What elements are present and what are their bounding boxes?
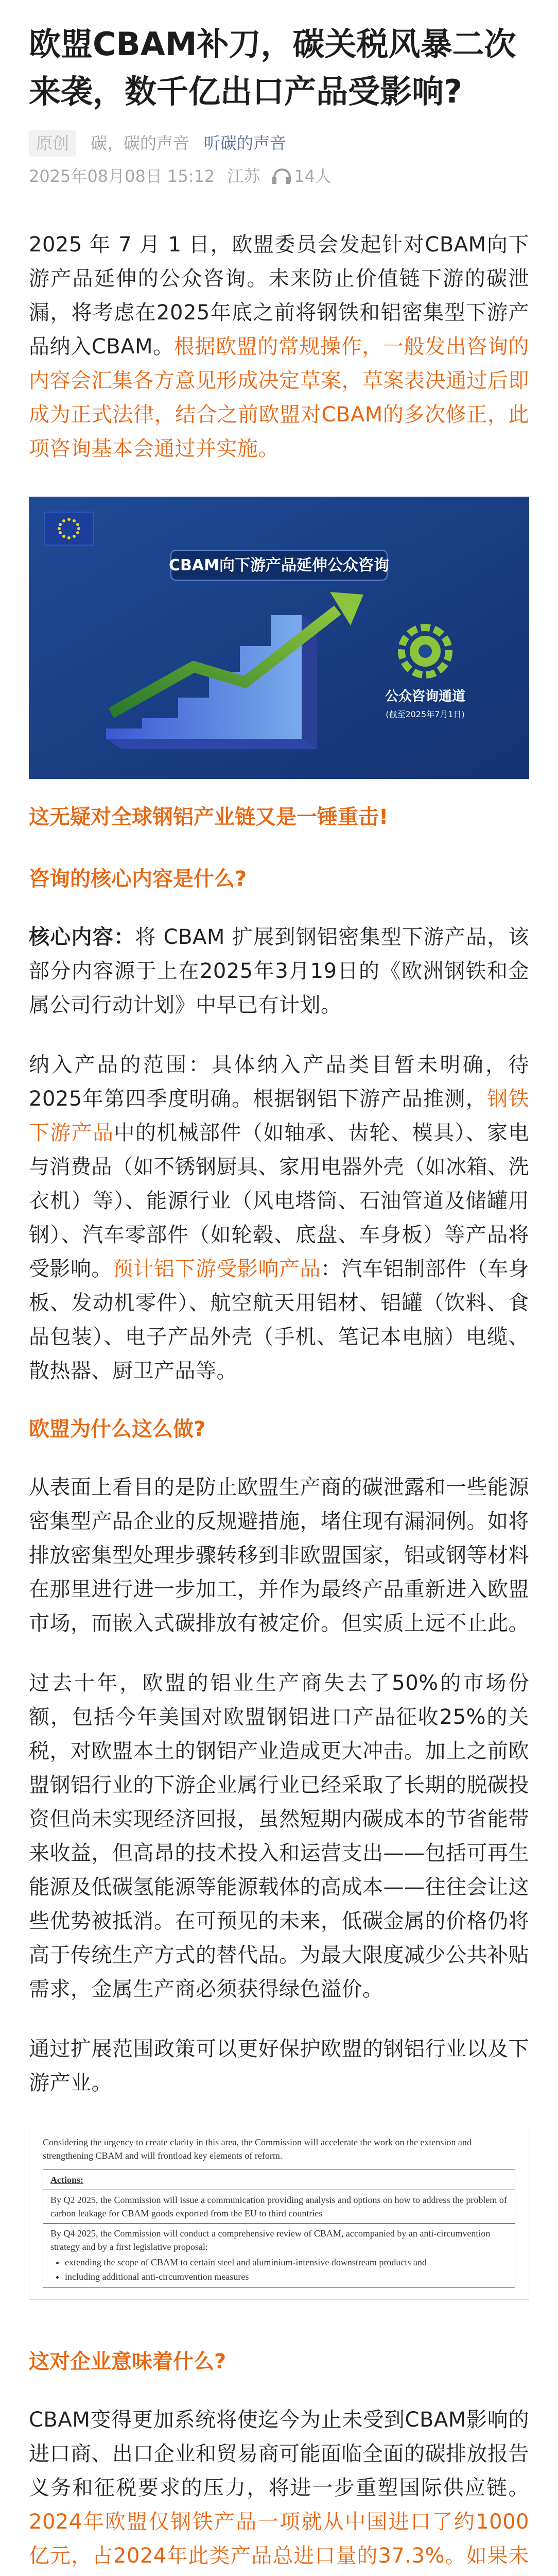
section-heading-core: 咨询的核心内容是什么?	[29, 867, 247, 891]
original-badge: 原创	[29, 130, 76, 157]
article-title: 欧盟CBAM补刀，碳关税风暴二次来袭，数千亿出口产品受影响?	[29, 25, 516, 110]
image-caption: 这无疑对全球钢铝产业链又是一锤重击!	[29, 805, 389, 829]
document-excerpt-image	[29, 2126, 529, 2300]
article-meta-secondary	[29, 164, 529, 189]
action-item-2: By Q4 2025, the Commission will conduct a comprehensive review of CBAM, accompanied by an anti-circumvention strategy and by a first legislative proposal:	[50, 2228, 491, 2252]
banner-sublabel: (截至2025年7月1日)	[386, 709, 465, 719]
paragraph-intro: 2025 年 7 月 1 日，欧盟委员会发起针对CBAM向下游产品延伸的公众咨询。未来防止价值链下游的碳泄漏，将考虑在2025年底之前将钢铁和铝密集型下游产品纳入CBAM。根据欧盟的常规操作，一般发出咨询的内容会汇集各方意见形成决定草案，草案表决通过后即成为正式法律，结合之前欧盟对CBAM的多次修正，此项咨询基本会通过并实施。	[29, 233, 530, 461]
headphone-icon	[272, 168, 290, 184]
section-heading-impact: 这对企业意味着什么?	[29, 2350, 226, 2374]
account-link[interactable]: 听碳的声音	[204, 133, 287, 153]
article-meta	[29, 130, 529, 157]
publish-location: 江苏	[227, 166, 260, 186]
document-intro: Considering the urgency to create clarity in this area, the Commission will accelerate the work on the extension and strengthening CBAM and will frontload key elements of reform.	[43, 2137, 472, 2161]
action-bullet-1: • extending the scope of CBAM to certain steel and aluminium-intensive downstream products and	[65, 2256, 508, 2269]
paragraph-why-1: 从表面上看目的是防止欧盟生产商的碳泄露和一些能源密集型产品企业的反规避措施，堵住现有漏洞例。如将排放密集型处理步骤转移到非欧盟国家，铝或钢等材料在那里进行进一步加工，并作为最终产品重新进入欧盟市场，而嵌入式碳排放有被定价。但实质上远不止此。	[29, 1476, 529, 1635]
banner-image	[29, 497, 529, 779]
paragraph-core: 核心内容：将 CBAM 扩展到钢铝密集型下游产品，该部分内容源于上在2025年3月19日的《欧洲钢铁和金属公司行动计划》中早已有计划。	[29, 925, 529, 1017]
section-heading-why: 欧盟为什么这么做?	[29, 1417, 206, 1441]
eu-flag	[44, 512, 94, 545]
action-item-1: By Q2 2025, the Commission will issue a communication providing analysis and options on how to address the problem of carbon leakage for CBAM goods exported from the EU to third countries	[43, 2190, 515, 2224]
paragraph-why-2: 过去十年，欧盟的铝业生产商失去了50%的市场份额，包括今年美国对欧盟钢铝进口产品征收25%的关税，对欧盟本土的钢铝产业造成更大冲击。加上之前欧盟钢铝行业的下游企业属行业已经采取了长期的脱碳投资但尚未实现经济回报，虽然短期内碳成本的节省能带来收益，但高昂的技术投入和运营支出——包括可再生能源及低碳氢能源等能源载体的高成本——往往会让这些优势被抵消。在可预见的未来，低碳金属的价格仍将高于传统生产方式的替代品。为最大限度减少公共补贴需求，金属生产商必须获得绿色溢价。	[29, 1671, 529, 2001]
actions-table	[43, 2170, 515, 2288]
paragraph-why-3: 通过扩展范围政策可以更好保护欧盟的钢铝行业以及下游产业。	[29, 2037, 529, 2095]
actions-label: Actions:	[50, 2175, 83, 2185]
listen-count: 14人	[294, 166, 332, 186]
publish-date: 2025年08月08日 15:12	[29, 166, 215, 186]
paragraph-scope: 纳入产品的范围：具体纳入产品类目暂未明确，待2025年第四季度明确。根据钢铝下游产品推测，钢铁下游产品中的机械部件（如轴承、齿轮、模具）、家电与消费品（如不锈钢厨具、家用电器外壳（如冰箱、洗衣机）等）、能源行业（风电塔筒、石油管道及储罐用钢）、汽车零部件（如轮毂、底盘、车身板）等产品将受影响。预计铝下游受影响产品：汽车铝制部件（车身板、发动机零件）、航空航天用铝材、铝罐（饮料、食品包装）、电子产品外壳（手机、笔记本电脑）电缆、散热器、厨卫产品等。	[29, 1053, 530, 1383]
banner-title: CBAM向下游产品延伸公众咨询	[169, 556, 389, 574]
paragraph-impact-1: CBAM变得更加系统将使迄今为止未受到CBAM影响的进口商、出口企业和贸易商可能面临全面的碳排放报告义务和征税要求的压力，将进一步重塑国际供应链。2024年欧盟仅钢铁产品一项就从中国进口了约1000亿元，占2024年此类产品总进口量的37.3%。如果未	[29, 2408, 529, 2568]
action-bullet-2: • including additional anti-circumvention measures	[65, 2270, 508, 2283]
banner-label: 公众咨询通道	[385, 689, 466, 704]
author-name: 碳，碳的声音	[91, 133, 190, 153]
listen-button[interactable]	[272, 164, 332, 189]
